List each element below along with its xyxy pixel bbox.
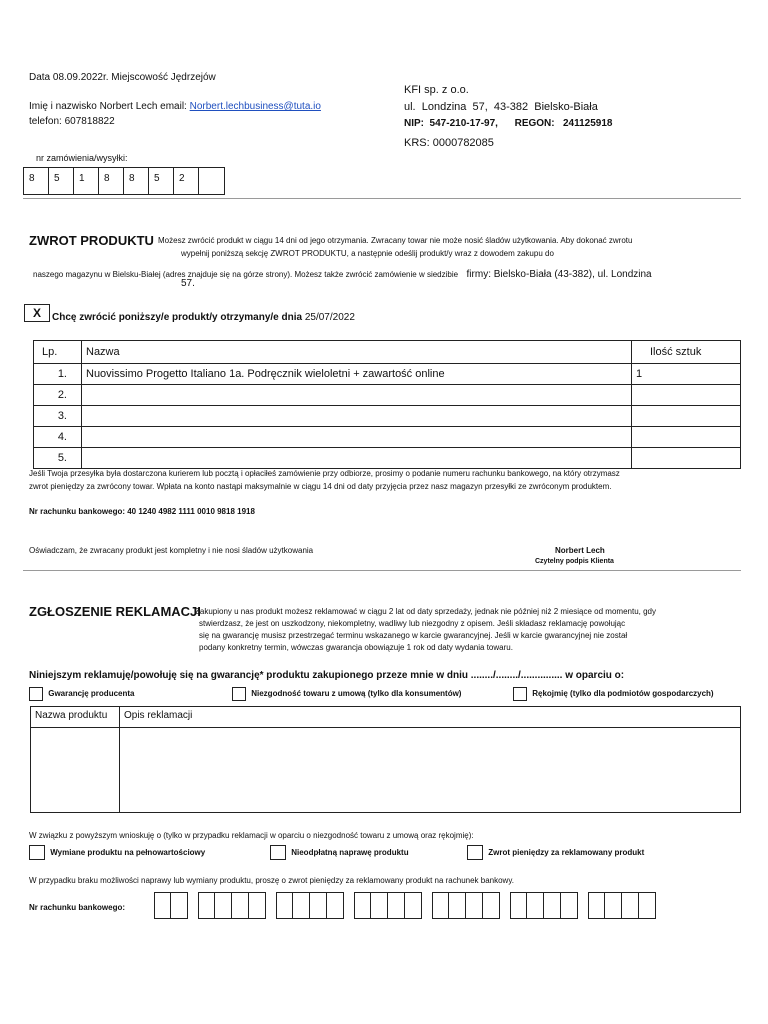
- bank-digit-box[interactable]: [544, 892, 561, 919]
- option-label: Gwarancję producenta: [48, 689, 135, 699]
- returned-products-table: [33, 340, 741, 469]
- option-label: Niezgodność towaru z umową (tylko dla konsumentów): [251, 689, 462, 699]
- table-row: [34, 427, 741, 448]
- bank-digit-box[interactable]: [449, 892, 466, 919]
- order-number-label: nr zamówienia/wysyłki:: [36, 153, 128, 163]
- bank-digit-box[interactable]: [371, 892, 388, 919]
- bank-digit-box[interactable]: [232, 892, 249, 919]
- complaint-table: [30, 706, 741, 813]
- bank-digit-box[interactable]: [639, 892, 656, 919]
- return-statement: [52, 312, 355, 323]
- bank-digit-box[interactable]: [215, 892, 232, 919]
- bank-account-boxes[interactable]: [154, 892, 656, 919]
- table-row: [34, 385, 741, 406]
- order-digit: 5: [49, 168, 74, 194]
- company-nip-regon: NIP: 547-210-17-97, REGON: 241125918: [404, 118, 613, 129]
- bank-digit-box[interactable]: [622, 892, 639, 919]
- complaint-claim-line: Niniejszym reklamuję/powołuję się na gwarancję* produktu zakupionego przeze mnie w dniu ......../......../............... w oparciu o:: [29, 670, 625, 681]
- return-checkbox[interactable]: X: [24, 304, 50, 322]
- complaint-intro-line1: Zakupiony u nas produkt możesz reklamować w ciągu 2 lat od daty sprzedaży, jednak nie później niż 2 miesiące od momentu, gdy: [195, 607, 656, 616]
- return-intro-line2: wypełnij poniższą sekcję ZWROT PRODUKTU, a następnie odeślij produkt/y wraz z dowodem zakupu do: [181, 249, 554, 258]
- column-header-qty: Ilość sztuk: [632, 341, 741, 364]
- row-qty[interactable]: [632, 427, 741, 448]
- basis-option-nonconformity[interactable]: [232, 687, 461, 701]
- bank-digit-box[interactable]: [388, 892, 405, 919]
- option-label: Zwrot pieniędzy za reklamowany produkt: [488, 847, 645, 857]
- checkbox[interactable]: [29, 687, 43, 701]
- complaint-description-cell[interactable]: [120, 728, 741, 813]
- column-header-description: Opis reklamacji: [120, 707, 741, 728]
- bank-digit-box[interactable]: [171, 892, 188, 919]
- row-product-name[interactable]: [82, 448, 632, 469]
- product-name-cell[interactable]: [31, 728, 120, 813]
- bank-digit-box[interactable]: [310, 892, 327, 919]
- name-label: Imię i nazwisko Norbert Lech email:: [29, 101, 190, 112]
- return-intro-line1: Możesz zwrócić produkt w ciągu 14 dni od jego otrzymania. Zwracany towar nie może nosić śladów użytkowania. Aby dokonać zwrotu: [158, 236, 633, 245]
- bank-digit-box[interactable]: [561, 892, 578, 919]
- bank-digit-box[interactable]: [483, 892, 500, 919]
- name-email-line: [29, 101, 321, 112]
- request-option-repair[interactable]: [270, 845, 409, 860]
- checkbox[interactable]: [270, 845, 286, 860]
- complaint-section-title: ZGŁOSZENIE REKLAMACJI: [29, 604, 201, 619]
- bank-digit-group: [354, 892, 422, 919]
- bank-digit-box[interactable]: [354, 892, 371, 919]
- bank-digit-group: [432, 892, 500, 919]
- request-option-refund[interactable]: [467, 845, 644, 860]
- row-product-name[interactable]: [82, 385, 632, 406]
- bank-digit-box[interactable]: [293, 892, 310, 919]
- signature-caption: Czytelny podpis Klienta: [535, 558, 614, 565]
- option-label: Wymiane produktu na pełnowartościowy: [50, 847, 206, 857]
- row-product-name[interactable]: Nuovissimo Progetto Italiano 1a. Podręcznik wieloletni + zawartość online: [82, 364, 632, 385]
- bank-digit-group: [510, 892, 578, 919]
- complaint-intro-line3: się na gwarancję musisz przestrzegać terminu wskazanego w karcie gwarancyjnej. Jeśli w karcie gwarancyjnej nie został: [199, 631, 628, 640]
- checkbox[interactable]: [467, 845, 483, 860]
- basis-option-warranty[interactable]: [29, 687, 134, 701]
- row-qty[interactable]: 1: [632, 364, 741, 385]
- option-label: Rękojmię (tylko dla podmiotów gospodarczych): [532, 689, 714, 699]
- bank-digit-box[interactable]: [466, 892, 483, 919]
- return-intro-address: firmy: Bielsko-Biała (43-382), ul. Londzina: [466, 269, 652, 280]
- bank-digit-box[interactable]: [605, 892, 622, 919]
- order-digit: 2: [174, 168, 199, 194]
- table-header-row: [34, 341, 741, 364]
- row-qty[interactable]: [632, 385, 741, 406]
- bank-digit-box[interactable]: [327, 892, 344, 919]
- bank-digit-group: [276, 892, 344, 919]
- date-place-line: Data 08.09.2022r. Miejscowość Jędrzejów: [29, 72, 216, 83]
- bank-digit-group: [154, 892, 188, 919]
- row-product-name[interactable]: [82, 406, 632, 427]
- return-intro-line4: 57.: [181, 278, 195, 289]
- checkbox[interactable]: [29, 845, 45, 860]
- row-lp: 1.: [34, 364, 82, 385]
- table-row: [31, 728, 741, 813]
- row-lp: 5.: [34, 448, 82, 469]
- return-declaration: Oświadczam, że zwracany produkt jest kompletny i nie nosi śladów użytkowania: [29, 546, 314, 555]
- checkbox[interactable]: [232, 687, 246, 701]
- row-qty[interactable]: [632, 406, 741, 427]
- option-label: Nieodpłatną naprawę produktu: [291, 847, 409, 857]
- company-name: KFI sp. z o.o.: [404, 84, 469, 96]
- return-statement-label: Chcę zwrócić poniższy/e produkt/y otrzymany/e dnia: [52, 312, 303, 323]
- checkbox[interactable]: [513, 687, 527, 701]
- row-product-name[interactable]: [82, 427, 632, 448]
- order-digit: [199, 168, 224, 194]
- divider: [23, 570, 741, 571]
- row-qty[interactable]: [632, 448, 741, 469]
- table-row: [34, 406, 741, 427]
- order-digit: 8: [99, 168, 124, 194]
- courier-note-line1: Jeśli Twoja przesyłka była dostarczona kurierem lub pocztą i opłaciłeś zamówienie przy odbiorze, prosimy o podanie numeru rachunku bankowego, na który otrzymasz: [29, 469, 620, 478]
- order-number-boxes: [23, 167, 225, 195]
- signer-name: Norbert Lech: [555, 546, 605, 555]
- bank-digit-box[interactable]: [276, 892, 293, 919]
- bank-digit-group: [588, 892, 656, 919]
- phone-line: telefon: 607818822: [29, 116, 115, 127]
- order-digit: 8: [124, 168, 149, 194]
- company-krs: KRS: 0000782085: [404, 137, 494, 149]
- table-row: [34, 364, 741, 385]
- refund-note: W przypadku braku możliwości naprawy lub wymiany produktu, proszę o zwrot pieniędzy za reklamowany produkt na rachunek bankowy.: [29, 876, 514, 885]
- column-header-product: Nazwa produktu: [31, 707, 120, 728]
- return-intro-line3: [33, 264, 652, 282]
- courier-note-line2: zwrot pieniędzy za zwrócony towar. Wpłata na konto nastąpi maksymalnie w ciągu 14 dni od daty przyjęcia przez nasz magazyn przesyłki ze zwróconym produktem.: [29, 482, 612, 491]
- bank-digit-box[interactable]: [198, 892, 215, 919]
- order-digit: 5: [149, 168, 174, 194]
- bank-digit-box[interactable]: [432, 892, 449, 919]
- divider: [23, 198, 741, 199]
- bank-digit-box[interactable]: [510, 892, 527, 919]
- bank-digit-box[interactable]: [588, 892, 605, 919]
- order-digit: 8: [24, 168, 49, 194]
- return-bank-account: Nr rachunku bankowego: 40 1240 4982 1111 0010 9818 1918: [29, 507, 255, 516]
- row-lp: 4.: [34, 427, 82, 448]
- bank-digit-box[interactable]: [405, 892, 422, 919]
- basis-option-rekojmia[interactable]: [513, 687, 714, 701]
- bank-digit-box[interactable]: [527, 892, 544, 919]
- return-intro-text: naszego magazynu w Bielsku-Białej (adres znajduje się na górze strony). Możesz także zwrócić zamówienie w siedzibie: [33, 270, 459, 279]
- request-line: W związku z powyższym wnioskuję o (tylko w przypadku reklamacji w oparciu o niezgodność towaru z umową oraz rękojmię):: [29, 831, 474, 840]
- row-lp: 2.: [34, 385, 82, 406]
- column-header-lp: Lp.: [34, 341, 82, 364]
- column-header-name: Nazwa: [82, 341, 632, 364]
- complaint-intro-line4: podany konkretny termin, wówczas gwarancja obowiązuje 1 rok od daty wydania towaru.: [199, 643, 513, 652]
- complaint-intro-line2: stwierdzasz, że jest on uszkodzony, niekompletny, wadliwy lub niezgodny z opisem. Jeśli składasz reklamację powołując: [199, 619, 626, 628]
- company-address: ul. Londzina 57, 43-382 Bielsko-Biała: [404, 101, 598, 113]
- complaint-bank-label: Nr rachunku bankowego:: [29, 903, 126, 912]
- table-row: [34, 448, 741, 469]
- return-section-title: ZWROT PRODUKTU: [29, 233, 154, 248]
- email-link[interactable]: Norbert.lechbusiness@tuta.io: [189, 101, 321, 112]
- return-received-date: 25/07/2022: [304, 312, 355, 323]
- order-digit: 1: [74, 168, 99, 194]
- bank-digit-group: [198, 892, 266, 919]
- bank-digit-box[interactable]: [154, 892, 171, 919]
- request-option-replacement[interactable]: [29, 845, 205, 860]
- bank-digit-box[interactable]: [249, 892, 266, 919]
- row-lp: 3.: [34, 406, 82, 427]
- table-header-row: [31, 707, 741, 728]
